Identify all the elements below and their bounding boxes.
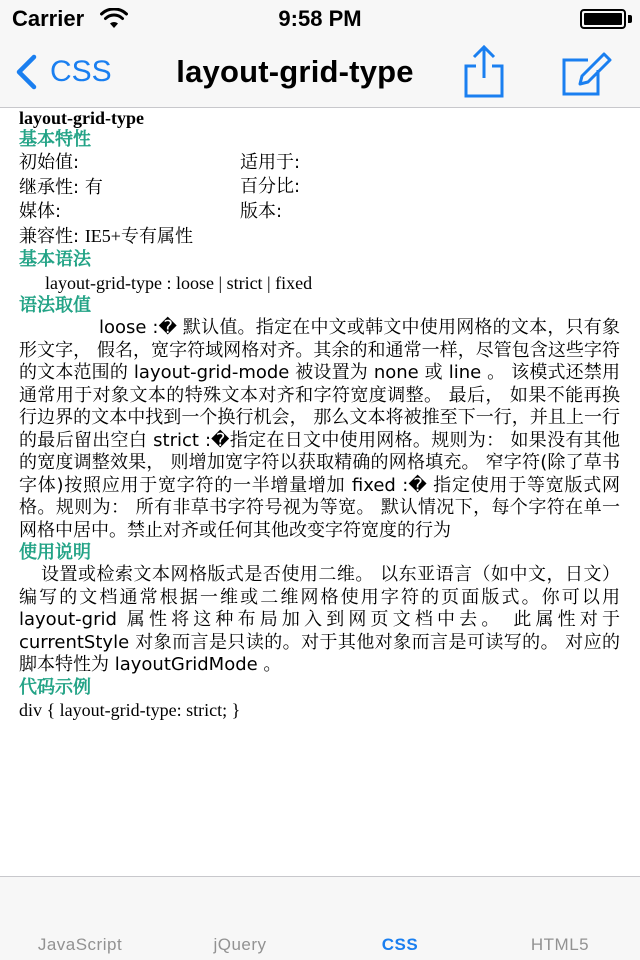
back-button-label: CSS — [50, 55, 112, 88]
section-heading-values: 语法取值 — [19, 295, 91, 316]
section-heading-syntax: 基本语法 — [19, 249, 91, 270]
inherited-label: 继承性: — [19, 177, 80, 198]
compatibility-value: IE5+专有属性 — [84, 226, 193, 246]
initial-value-label: 初始值: — [19, 152, 80, 173]
carrier-label: Carrier — [12, 6, 85, 31]
battery-tip — [628, 15, 632, 23]
media-label: 媒体: — [19, 201, 62, 222]
content-area — [0, 108, 640, 876]
section-heading-example: 代码示例 — [19, 676, 91, 698]
compose-icon[interactable] — [560, 48, 612, 100]
chevron-left-icon — [14, 54, 38, 90]
usage-text: 设置或检索文本网格版式是否使用二维。 以东亚语言（如中文，日文）编写的文档通常根据一维或二维网格使用字符的页面版式。你可以用 layout-grid 属性将这种布局加入到网页文档中去。 此属性对于 currentStyle 对象而言是只读的。对于其他对象而言是可读写的。 对应的脚本特性为 layoutGridMode 。 — [19, 564, 620, 675]
example-code: div { layout-grid-type: strict; } — [19, 699, 241, 720]
compatibility-row — [19, 224, 620, 249]
applies-to-label: 适用于: — [240, 152, 301, 173]
applies-to-cell — [240, 151, 620, 175]
page-title: layout-grid-type — [176, 54, 414, 89]
share-icon[interactable] — [460, 44, 508, 100]
percentage-label: 百分比: — [240, 176, 301, 197]
tab-html5[interactable]: HTML5 — [530, 935, 590, 954]
clock: 9:58 PM — [278, 6, 362, 31]
tab-jquery[interactable]: jQuery — [213, 935, 267, 954]
tab-css[interactable]: CSS — [381, 935, 419, 954]
initial-value-cell — [19, 151, 240, 175]
media-cell — [19, 200, 240, 224]
battery-icon — [580, 9, 626, 29]
inherited-cell — [19, 175, 240, 200]
tab-bar — [0, 876, 640, 960]
syntax-text: layout-grid-type : loose | strict | fixed — [45, 273, 313, 293]
navigation-bar — [0, 40, 640, 108]
status-bar — [0, 0, 640, 40]
version-cell — [240, 200, 620, 224]
compatibility-label: 兼容性: — [19, 226, 80, 247]
inherited-value: 有 — [84, 177, 103, 197]
back-button[interactable] — [14, 52, 112, 92]
percentage-cell — [240, 175, 620, 200]
doc-title: layout-grid-type — [19, 108, 144, 128]
property-table — [19, 151, 620, 224]
values-text: loose :� 默认值。指定在中文或韩文中使用网格的文本，只有象形文字， 假名，宽字符域网格对齐。其余的和通常一样，尽管包含这些字符的文本范围的 layout-grid-mode 被设置为 none 或 line 。 该模式还禁用通常用于对象文本的特殊文本对齐和字符宽度调整。 最后， 如果不能再换行边界的文本中找到一个换行机会， 那么文本将被推至下一行，并且上一行的最后留出空白 strict :�指定在日文中使用网格。规则为： 如果没有其他的宽度调整效果， 则增加宽字符以获取精确的网格填充。 窄字符(除了草书字体)按照应用于宽字符的一半增量增加 fixed :� 指定使用于等宽版式网格。规则为： 所有非草书字符号视为等宽。 默认情况下，每个字符在单一网格中居中。禁止对齐或任何其他改变字符宽度的行为 — [19, 317, 620, 541]
section-heading-basic: 基本特性 — [19, 129, 91, 150]
tab-javascript[interactable]: JavaScript — [37, 935, 123, 954]
section-heading-usage: 使用说明 — [19, 542, 91, 563]
version-label: 版本: — [240, 201, 283, 222]
